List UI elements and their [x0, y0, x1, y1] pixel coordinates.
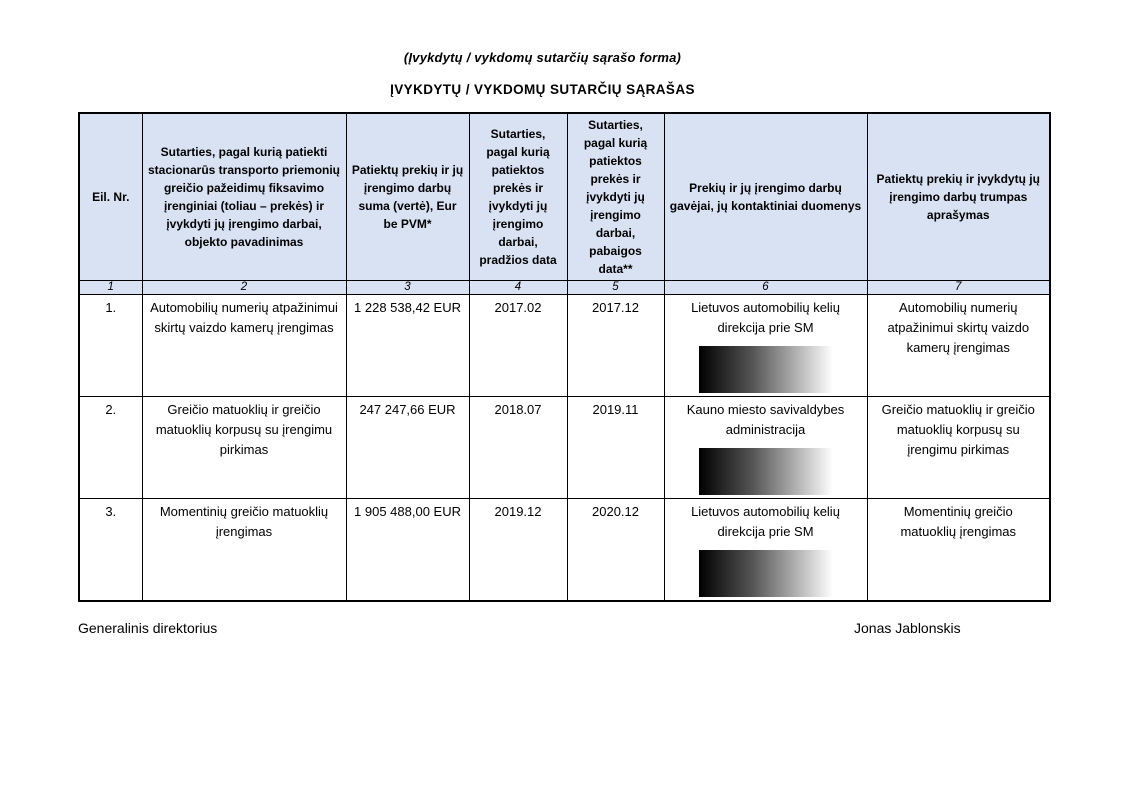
cell-end-date: 2020.12: [567, 499, 664, 602]
cell-start-date: 2017.02: [469, 294, 567, 396]
column-number-1: 1: [79, 281, 142, 295]
col-header-eil-nr: Eil. Nr.: [79, 113, 142, 281]
cell-description: Momentinių greičio matuoklių įrengimas: [867, 499, 1050, 602]
column-number-6: 6: [664, 281, 867, 295]
recipient-name: Kauno miesto savivaldybes administracija: [686, 401, 845, 438]
recipient-name: Lietuvos automobilių kelių direkcija prie SM: [691, 299, 840, 335]
col-header-object: Sutarties, pagal kurią patiekti stacionarūs transporto priemonių greičio pažeidimų fiksavimo įrenginiai (toliau – prekės) ir įvykdyti jų įrengimo darbai, objekto pavadinimas: [142, 113, 346, 281]
table-row: [79, 294, 1050, 396]
column-number-4: 4: [469, 281, 567, 295]
cell-sum: 1 228 538,42 EUR: [346, 294, 469, 396]
column-number-5: 5: [567, 281, 664, 295]
col-header-start-date: Sutarties, pagal kurią patiektos prekės ir įvykdyti jų įrengimo darbai, pradžios data: [469, 113, 567, 281]
page-title: ĮVYKDYTŲ / VYKDOMŲ SUTARČIŲ SĄRAŠAS: [390, 82, 695, 97]
column-numbers-row: [79, 281, 1050, 295]
cell-sum: 247 247,66 EUR: [346, 396, 469, 498]
cell-recipient: [664, 499, 867, 602]
cell-description: Automobilių numerių atpažinimui skirtų vaizdo kamerų įrengimas: [867, 294, 1050, 396]
cell-start-date: 2018.07: [469, 396, 567, 498]
form-label: (Įvykdytų / vykdomų sutarčių sąrašo forma): [403, 50, 682, 65]
table-header-row: [79, 113, 1050, 281]
signature-role: Generalinis direktorius: [78, 620, 218, 636]
cell-end-date: 2019.11: [567, 396, 664, 498]
col-header-sum: Patiektų prekių ir jų įrengimo darbų suma (vertė), Eur be PVM*: [346, 113, 469, 281]
redacted-contact-image: [699, 550, 833, 597]
redacted-contact-image: [699, 448, 833, 495]
cell-description: Greičio matuoklių ir greičio matuoklių korpusų su įrengimu pirkimas: [867, 396, 1050, 498]
table-row: [79, 396, 1050, 498]
cell-nr: 3.: [79, 499, 142, 602]
column-number-2: 2: [142, 281, 346, 295]
redacted-contact-image: [699, 346, 833, 393]
cell-sum: 1 905 488,00 EUR: [346, 499, 469, 602]
cell-start-date: 2019.12: [469, 499, 567, 602]
table-row: [79, 499, 1050, 602]
col-header-end-date: Sutarties, pagal kurią patiektos prekės ir įvykdyti jų įrengimo darbai, pabaigos data**: [567, 113, 664, 281]
cell-nr: 1.: [79, 294, 142, 396]
cell-object: Automobilių numerių atpažinimui skirtų vaizdo kamerų įrengimas: [142, 294, 346, 396]
cell-recipient: [664, 396, 867, 498]
recipient-name: Lietuvos automobilių kelių direkcija prie SM: [691, 504, 840, 540]
contracts-table: [78, 112, 1051, 602]
cell-recipient: [664, 294, 867, 396]
column-number-7: 7: [867, 281, 1050, 295]
cell-object: Momentinių greičio matuoklių įrengimas: [142, 499, 346, 602]
cell-nr: 2.: [79, 396, 142, 498]
col-header-description: Patiektų prekių ir įvykdytų jų įrengimo darbų trumpas aprašymas: [867, 113, 1050, 281]
signature-name: Jonas Jablonskis: [854, 620, 961, 636]
cell-end-date: 2017.12: [567, 294, 664, 396]
column-number-3: 3: [346, 281, 469, 295]
col-header-recipients: Prekių ir jų įrengimo darbų gavėjai, jų kontaktiniai duomenys: [664, 113, 867, 281]
cell-object: Greičio matuoklių ir greičio matuoklių korpusų su įrengimu pirkimas: [142, 396, 346, 498]
